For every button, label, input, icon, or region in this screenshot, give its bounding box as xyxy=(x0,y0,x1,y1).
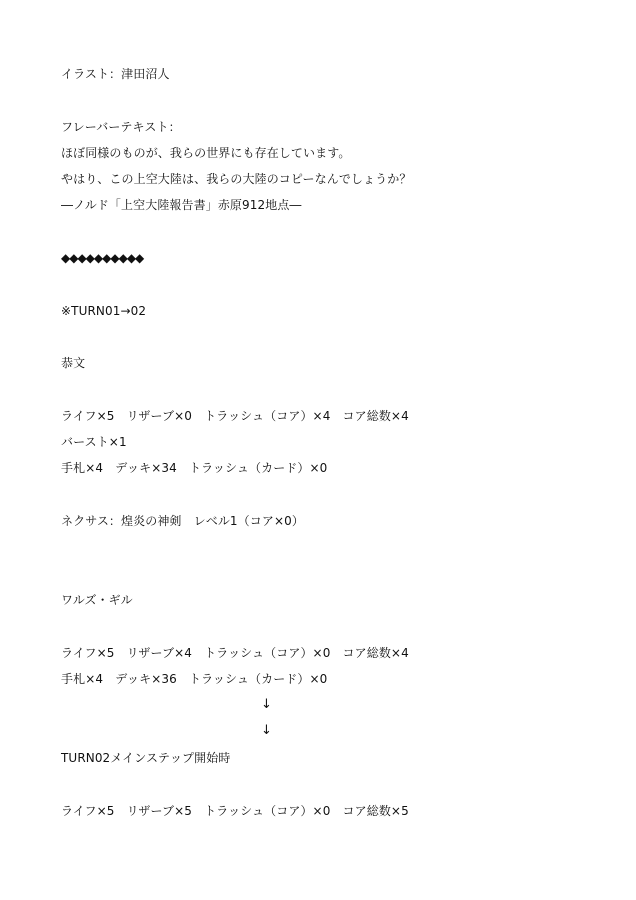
flavor-text-attribution: ―ノルド「上空大陸報告書」赤原912地点― xyxy=(61,198,302,212)
down-arrow-icon: ↓ xyxy=(261,697,272,712)
player2-stats-line-2: 手札×4 デッキ×36 トラッシュ（カード）×0 xyxy=(61,672,328,686)
step-stats: ライフ×5 リザーブ×5 トラッシュ（コア）×0 コア総数×5 xyxy=(61,804,409,818)
diamond-separator: ◆◆◆◆◆◆◆◆◆◆ xyxy=(61,251,144,265)
player2-name: ワルズ・ギル xyxy=(61,593,133,607)
flavor-text-line-1: ほぼ同様のものが、我らの世界にも存在しています。 xyxy=(61,146,351,160)
player1-nexus: ネクサス：煌炎の神剣 レベル1（コア×0） xyxy=(61,514,304,528)
player1-stats-line-3: 手札×4 デッキ×34 トラッシュ（カード）×0 xyxy=(61,461,328,475)
player1-stats-line-2: バースト×1 xyxy=(61,435,127,449)
turn-note: ※TURN01→02 xyxy=(61,304,147,318)
player2-stats-line-1: ライフ×5 リザーブ×4 トラッシュ（コア）×0 コア総数×4 xyxy=(61,646,409,660)
player1-stats-line-1: ライフ×5 リザーブ×0 トラッシュ（コア）×4 コア総数×4 xyxy=(61,409,409,423)
flavor-text-heading: フレーバーテキスト： xyxy=(61,120,181,134)
player1-name: 恭文 xyxy=(61,356,86,370)
down-arrow-icon: ↓ xyxy=(261,723,272,738)
illustration-credit: イラスト：津田沼人 xyxy=(61,67,170,81)
flavor-text-line-2: やはり、この上空大陸は、我らの大陸のコピーなんでしょうか？ xyxy=(61,172,412,186)
step-heading: TURN02メインステップ開始時 xyxy=(61,751,231,765)
